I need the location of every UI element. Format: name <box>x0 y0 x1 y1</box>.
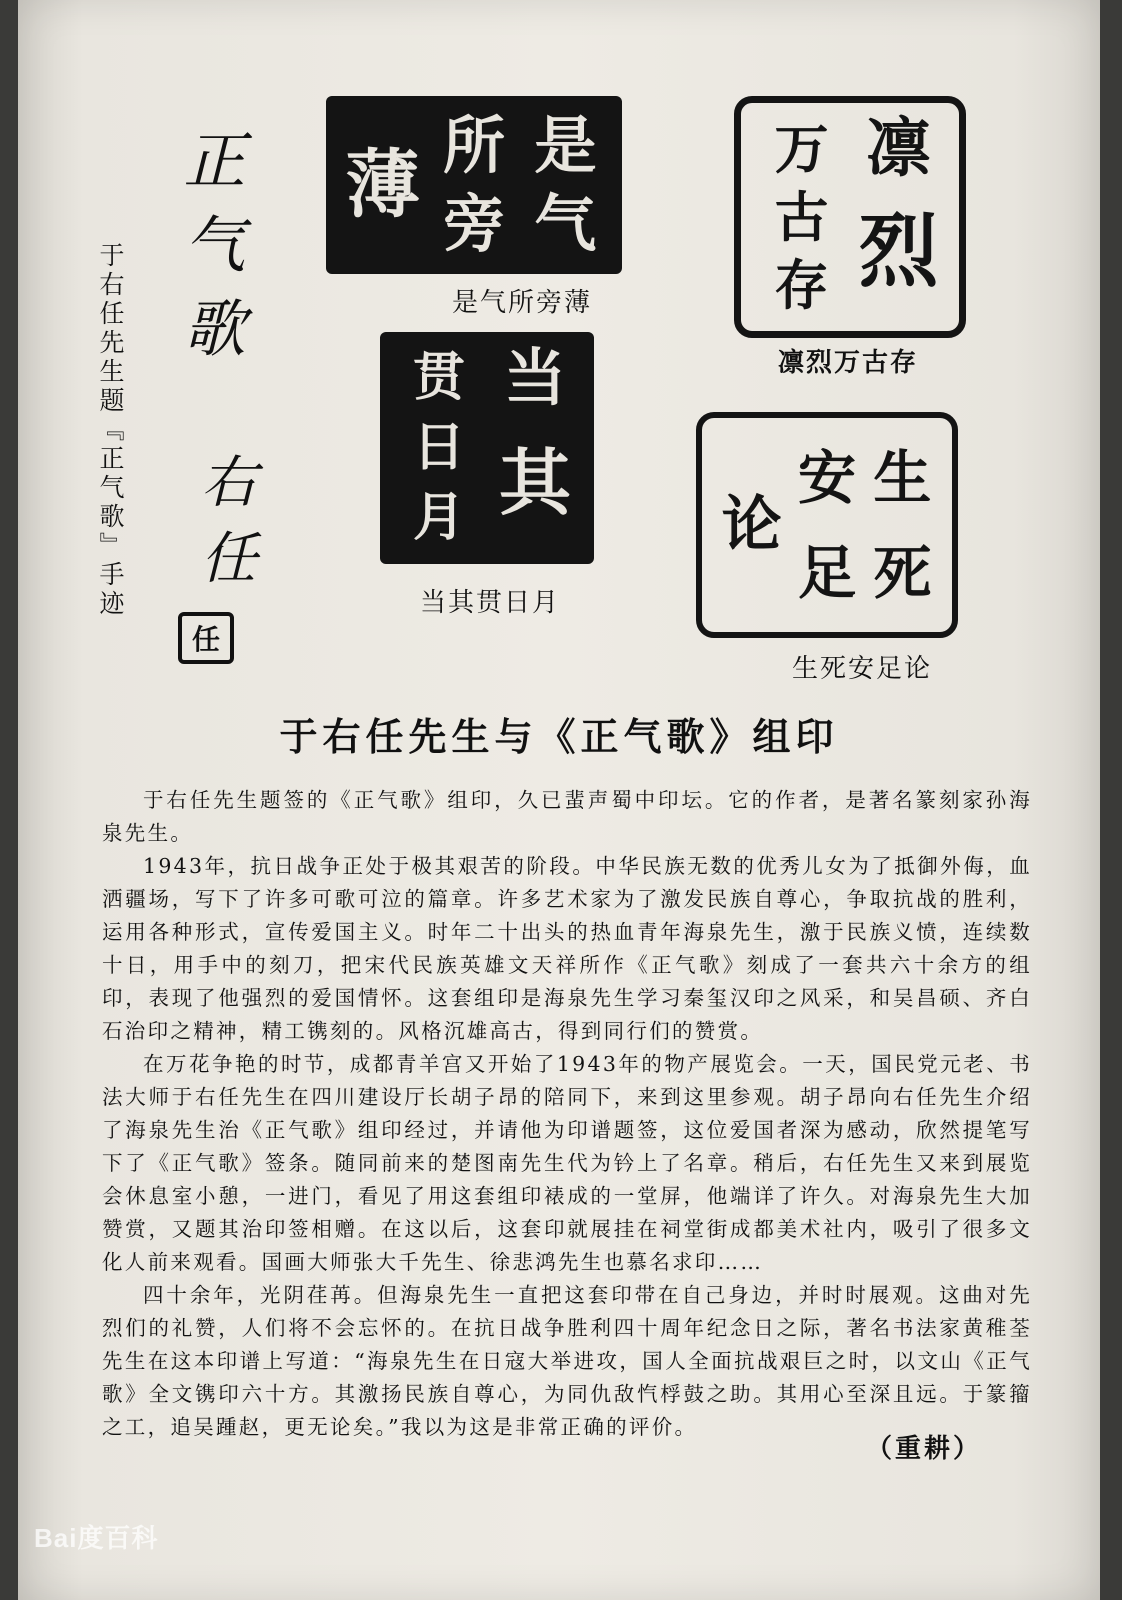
seal-2-char: 存 <box>774 253 829 317</box>
seal-1 <box>326 96 622 274</box>
seal-1-char: 旁 <box>442 187 505 260</box>
article-body <box>102 784 1032 1444</box>
seal-1-caption: 是气所旁薄 <box>452 288 593 318</box>
seal-2-char: 凛 <box>866 111 931 186</box>
seal-4 <box>696 412 958 638</box>
seal-2 <box>734 96 966 338</box>
seal-1-char: 薄 <box>345 142 420 228</box>
seal-4-caption: 生死安足论 <box>792 654 933 684</box>
calligraphy-title: 正气歌 <box>173 128 246 380</box>
article-author: （重耕） <box>865 1434 982 1464</box>
seal-3-char: 当 <box>503 341 566 414</box>
seal-1-char: 是 <box>534 109 597 182</box>
seal-2-caption: 凛烈万古存 <box>778 348 919 378</box>
signature-seal: 任 <box>178 612 234 664</box>
seal-1-char: 气 <box>534 187 597 260</box>
seal-1-char: 所 <box>442 109 505 182</box>
seal-3 <box>380 332 594 564</box>
article-title: 于右任先生与《正气歌》组印 <box>279 714 839 759</box>
article-paragraph: 于右任先生题签的《正气歌》组印，久已蜚声蜀中印坛。它的作者，是著名篆刻家孙海泉先生。 <box>102 788 1032 845</box>
seal-2-char: 烈 <box>858 204 939 298</box>
article-paragraph: 在万花争艳的时节，成都青羊宫又开始了1943年的物产展览会。一天，国民党元老、书法大师于右任先生在四川建设厅长胡子昂的陪同下，来到这里参观。胡子昂向右任先生介绍了海泉先生治《正气歌》组印经过，并请他为印谱题签，这位爱国者深为感动，欣然提笔写下了《正气歌》签条。随同前来的楚图南先生代为钤上了名章。稍后，右任先生又来到展览会休息室小憩，一进门，看见了用这套组印裱成的一堂屏，他端详了许久。对海泉先生大加赞赏，又题其治印签相赠。在这以后，这套印就展挂在祠堂街成都美术社内，吸引了很多文化人前来观看。国画大师张大千先生、徐悲鸿先生也慕名求印…… <box>102 1052 1032 1274</box>
seal-3-char: 月 <box>412 487 465 548</box>
article-paragraph: 四十余年，光阴荏苒。但海泉先生一直把这套印带在自己身边，并时时展观。这曲对先烈们的礼赞，人们将不会忘怀的。在抗日战争胜利四十周年纪念日之际，著名书法家黄稚荃先生在这本印谱上写道：“海泉先生在日寇大举进攻，国人全面抗战艰巨之时，以文山《正气歌》全文镌印六十方。其激扬民族自尊心，为同仇敌忾桴鼓之助。其用心至深且远。于篆籀之工，追吴踵赵，更无论矣。”我以为这是非常正确的评价。 <box>102 1283 1032 1439</box>
document-page <box>18 0 1100 1600</box>
vertical-note: 于右任先生题『正气歌』手迹 <box>96 242 125 619</box>
seal-3-char: 日 <box>412 417 465 478</box>
article-paragraph: 1943年，抗日战争正处于极其艰苦的阶段。中华民族无数的优秀儿女为了抵御外侮，血洒疆场，写下了许多可歌可泣的篇章。许多艺术家为了激发民族自尊心，争取抗战的胜利，运用各种形式，宣传爱国主义。时年二十出头的热血青年海泉先生，激于民族义愤，连续数十日，用手中的刻刀，把宋代民族英雄文天祥所作《正气歌》刻成了一套共六十余方的组印，表现了他强烈的爱国情怀。这套组印是海泉先生学习秦玺汉印之风采，和吴昌硕、齐白石治印之精神，精工镌刻的。风格沉雄高古，得到同行们的赞赏。 <box>102 854 1032 1043</box>
seal-2-char: 古 <box>774 185 829 249</box>
seal-4-char: 生 <box>873 443 932 512</box>
seal-3-char: 其 <box>498 440 571 525</box>
watermark: Bai度百科 <box>34 1523 159 1553</box>
seal-3-caption: 当其贯日月 <box>420 588 561 618</box>
seal-4-char: 死 <box>873 538 932 607</box>
seal-4-char: 安 <box>797 443 856 512</box>
seal-4-char: 论 <box>721 490 782 560</box>
seal-4-char: 足 <box>797 538 856 607</box>
calligraphy-signature: 右任 <box>192 452 257 604</box>
seal-3-char: 贯 <box>412 347 465 408</box>
seal-2-char: 万 <box>774 117 829 181</box>
